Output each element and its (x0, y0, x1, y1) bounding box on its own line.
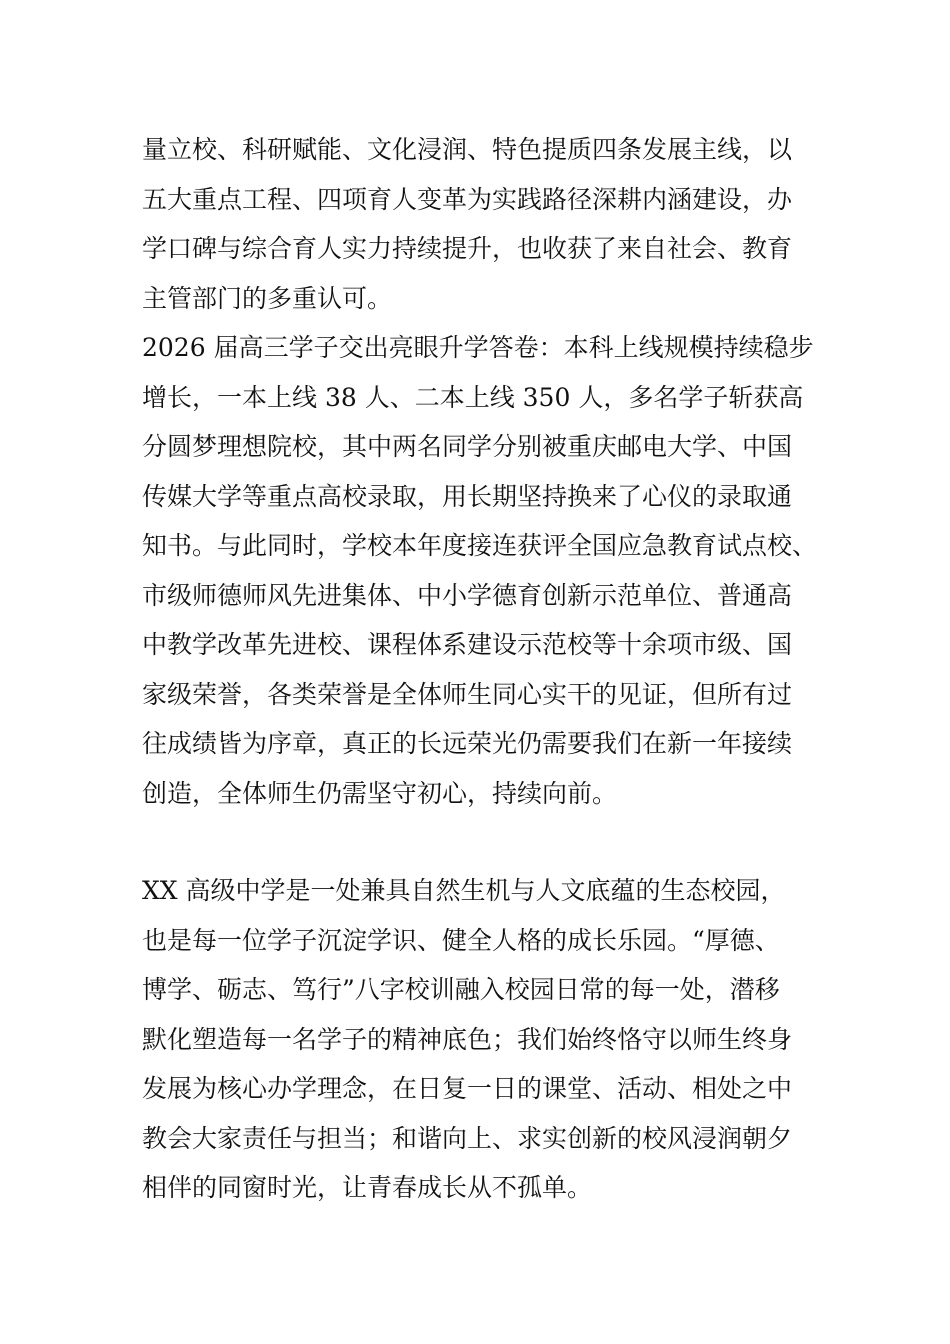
paragraph-line: 家级荣誉，各类荣誉是全体师生同心实干的见证，但所有过 (142, 679, 793, 709)
paragraph-line: 创造，全体师生仍需坚守初心，持续向前。 (142, 778, 618, 808)
paragraph-line: 发展为核心办学理念，在日复一日的课堂、活动、相处之中 (142, 1074, 793, 1103)
paragraph-line: 2026 届高三学子交出亮眼升学答卷：本科上线规模持续稳步 (142, 333, 814, 362)
paragraph-line: 增长，一本上线 38 人、二本上线 350 人，多名学子斩获高 (142, 382, 804, 412)
paragraph-line: 量立校、科研赋能、文化浸润、特色提质四条发展主线，以 (142, 135, 793, 164)
paragraph-line: 也是每一位学子沉淀学识、健全人格的成长乐园。“厚德、 (142, 925, 780, 955)
paragraph-line: 知书。与此同时，学校本年度接连获评全国应急教育试点校、 (142, 531, 818, 560)
paragraph-line: 教会大家责任与担当；和谐向上、求实创新的校风浸润朝夕 (142, 1123, 793, 1153)
paragraph-line: 往成绩皆为序章，真正的长远荣光仍需要我们在新一年接续 (142, 729, 793, 758)
paragraph-campus-culture (142, 866, 832, 1213)
paragraph-line: 相伴的同窗时光，让青春成长从不孤单。 (142, 1173, 593, 1202)
paragraph-line: 默化塑造每一名学子的精神底色；我们始终恪守以师生终身 (142, 1024, 793, 1054)
paragraph-line: 中教学改革先进校、课程体系建设示范校等十余项市级、国 (142, 630, 793, 659)
paragraph-line: XX 高级中学是一处兼具自然生机与人文底蕴的生态校园， (142, 876, 786, 905)
paragraph-line: 学口碑与综合育人实力持续提升，也收获了来自社会、教育 (142, 234, 793, 263)
paragraph-line: 传媒大学等重点高校录取，用长期坚持换来了心仪的录取通 (142, 481, 793, 511)
paragraph-admission-results (142, 323, 832, 818)
paragraph-line: 市级师德师风先进集体、中小学德育创新示范单位、普通高 (142, 580, 793, 610)
paragraph-development-lines (142, 125, 832, 323)
paragraph-line: 主管部门的多重认可。 (142, 283, 393, 313)
paragraph-line: 五大重点工程、四项育人变革为实践路径深耕内涵建设，办 (142, 184, 793, 214)
paragraph-line: 分圆梦理想院校，其中两名同学分别被重庆邮电大学、中国 (142, 432, 793, 461)
paragraph-line: 博学、砺志、笃行”八字校训融入校园日常的每一处，潜移 (142, 975, 780, 1004)
